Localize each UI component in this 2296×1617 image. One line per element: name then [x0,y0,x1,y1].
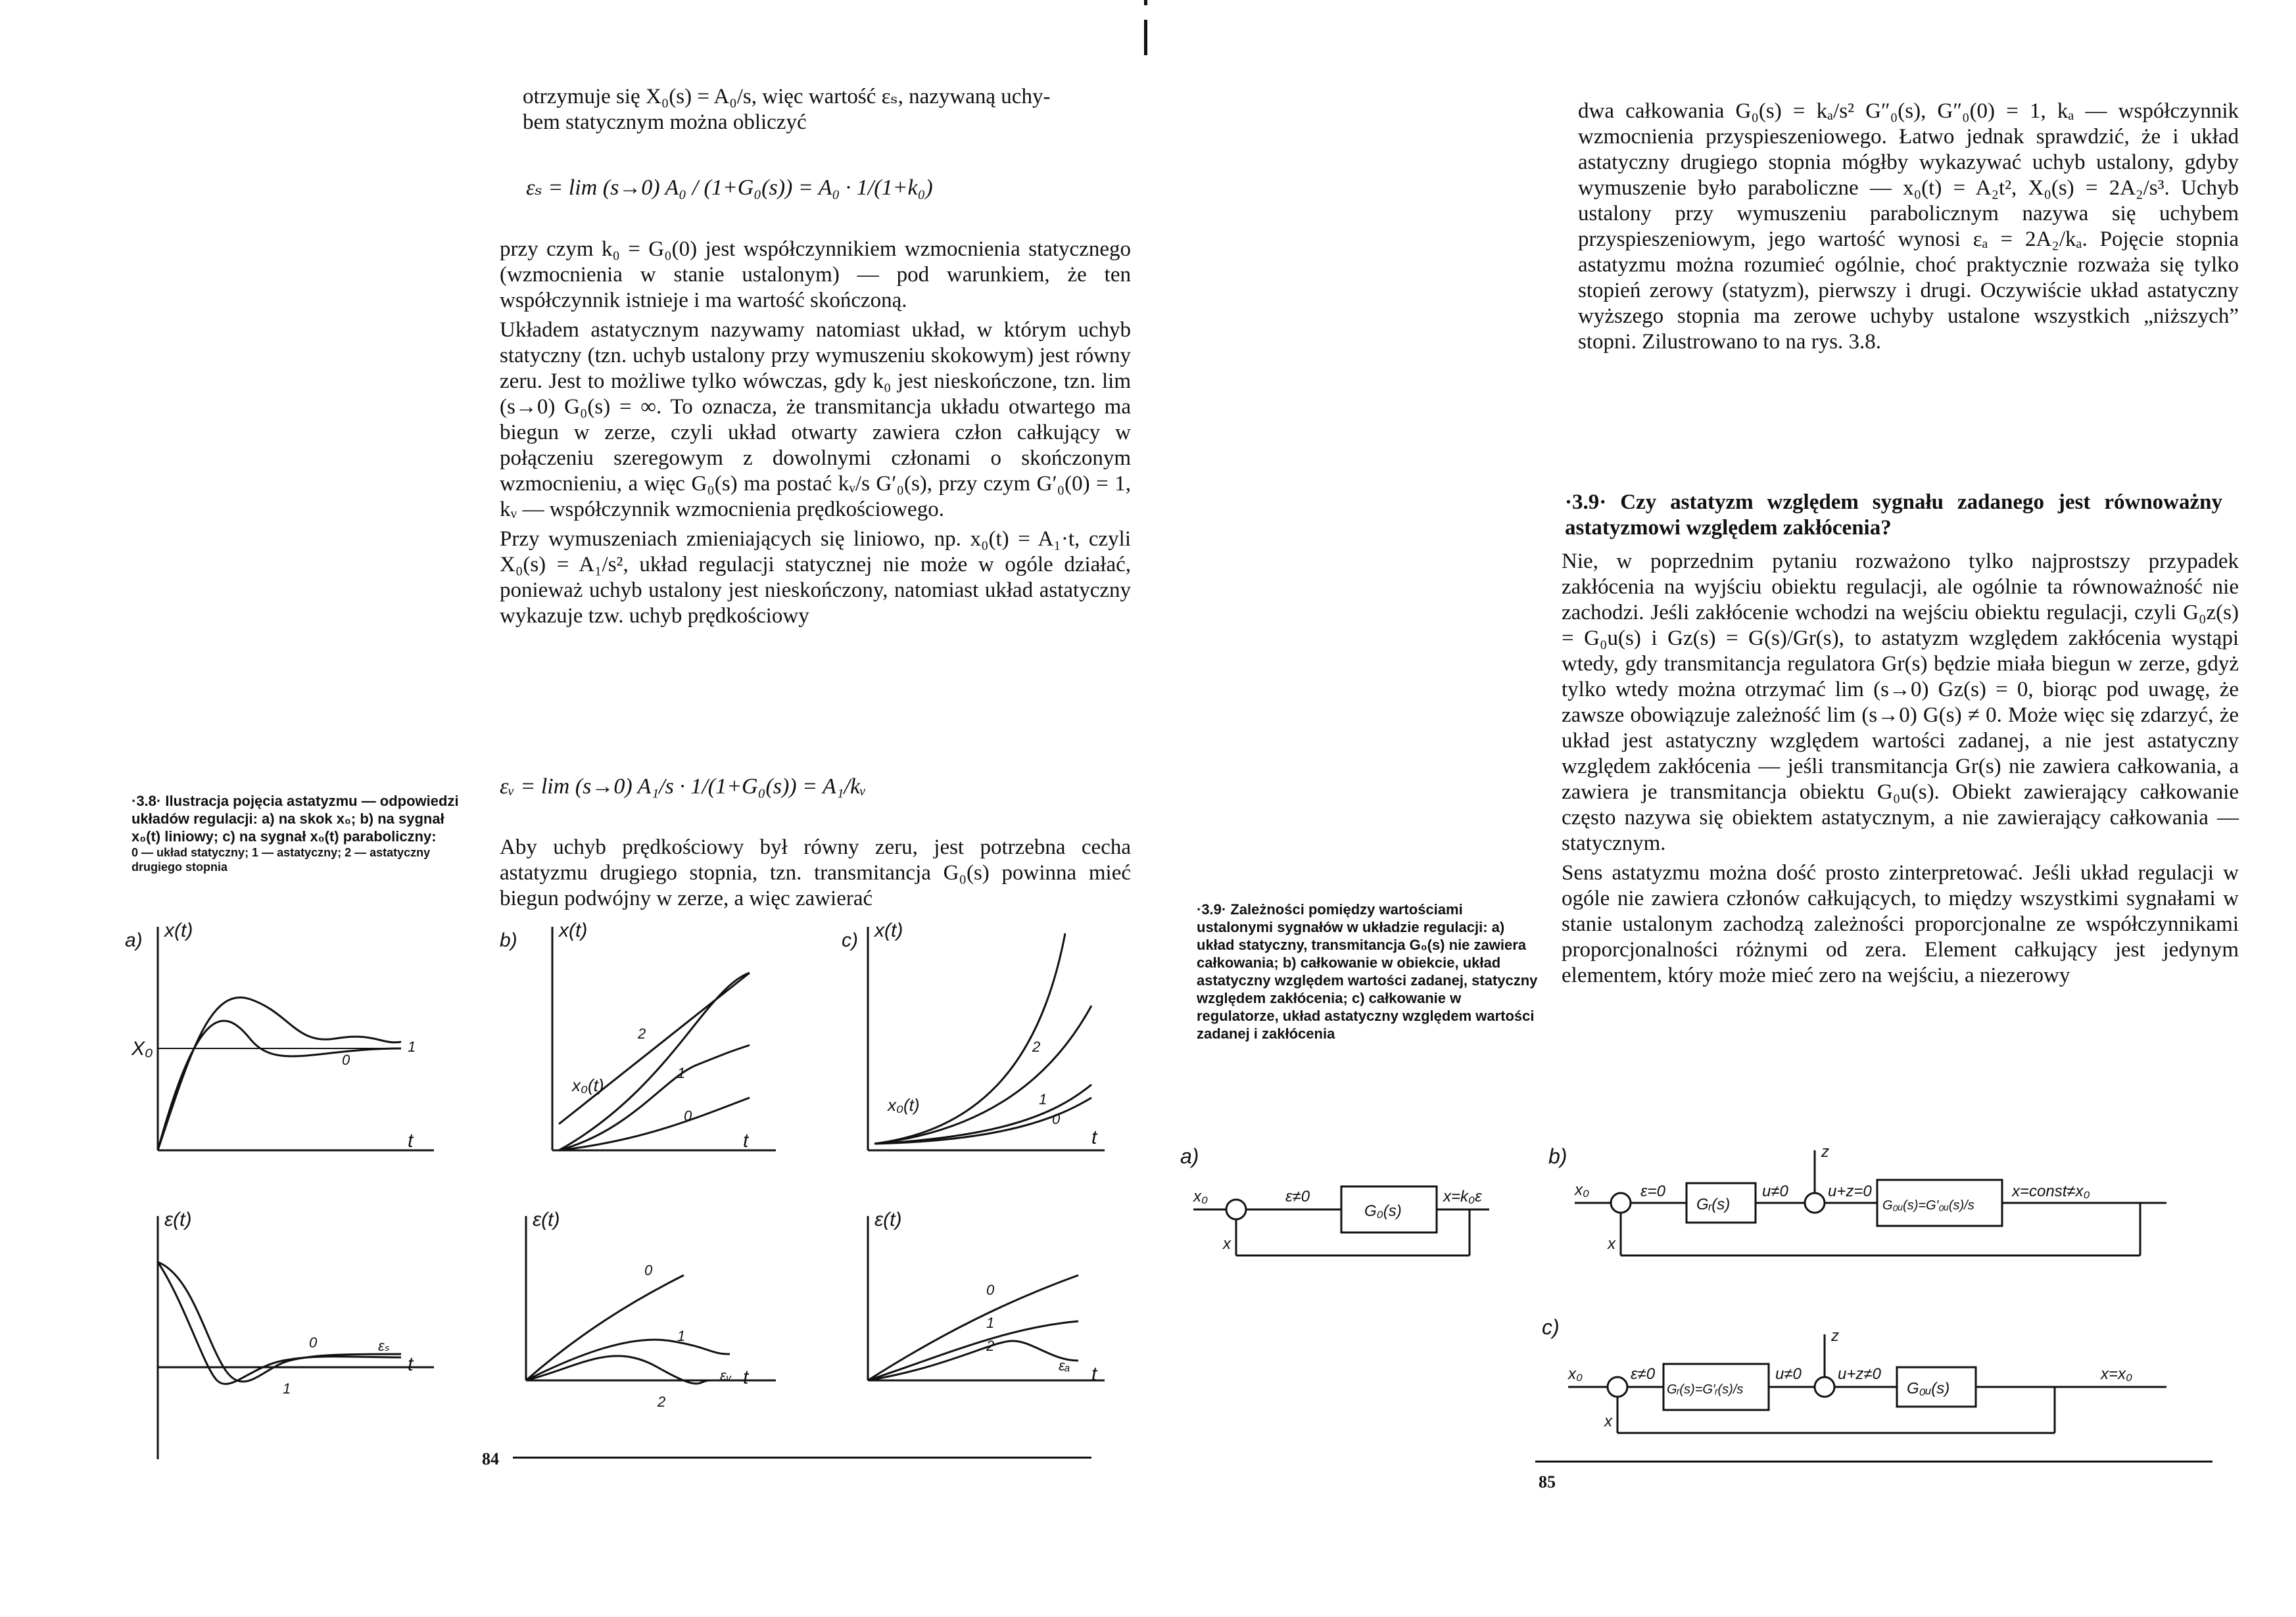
graph-b-t-label: t [743,1130,749,1152]
graph-a-eps-t-label: t [408,1353,414,1375]
diagram-a-label: a) [1180,1144,1199,1168]
graph-a-x0-label: X₀ [132,1038,153,1060]
diagram-b-feedback-x: x [1608,1235,1615,1253]
equation-static-error: εₛ = lim (s→0) A₀ / (1+G₀(s)) = A₀ · 1/(1+k₀) [526,176,933,200]
diagram-c-sum: u+z≠0 [1838,1365,1881,1383]
figure-3-8-caption [132,792,473,874]
right-page-bottom-rule [1535,1461,2212,1463]
graph-a-et-axis-label: ε(t) [164,1209,192,1230]
diagram-b-object: G₀ᵤ(s)=G′₀ᵤ(s)/s [1882,1198,1974,1213]
figure-3-8-legend: 0 — układ statyczny; 1 — astatyczny; 2 — astatyczny drugiego stopnia [132,846,431,874]
graph-b-xt-axis-label: x(t) [559,920,588,941]
diagram-c-error: ε≠0 [1631,1365,1656,1383]
figure-3-8-graphs [118,907,1118,1486]
graph-c-curve-2-label: 2 [1032,1039,1041,1055]
left-para4: Przy wymuszeniach zmieniających się liniowo, np. x₀(t) = A₁·t, czyli X₀(s) = A₁/s², układ regulacji statycznej nie może w ogóle działać, ponieważ uchyb ustalony jest nieskończony, natomiast układ astatyczny wykazuje tzw. uchyb prędkościowy [500,527,1131,628]
graph-a-curve-0-label: 0 [342,1052,350,1068]
graph-c-et-axis-label: ε(t) [874,1209,902,1230]
right-body-text-top [1578,99,2239,359]
graph-b-label: b) [500,929,517,951]
figure-3-9-block-diagrams [1167,1137,2285,1479]
diagram-b-regulator: Gᵣ(s) [1696,1196,1731,1213]
graph-a-eps-1-label: 1 [283,1380,291,1397]
diagram-b-label: b) [1548,1144,1567,1168]
diagram-b-x0: x₀ [1575,1181,1590,1199]
diagram-a-x0: x₀ [1193,1188,1208,1206]
diagram-a-block: G₀(s) [1364,1202,1402,1220]
diagram-b-output: x=const≠x₀ [2012,1183,2090,1200]
graph-b-et-axis-label: ε(t) [533,1209,560,1230]
diagram-c-label: c) [1542,1315,1560,1339]
graph-c-x0t-label: x₀(t) [888,1095,920,1115]
page-84 [0,0,1144,1617]
page-number-85: 85 [1539,1472,1556,1491]
figure-3-8-caption-text: ·3.8· Ilustracja pojęcia astatyzmu — odpowiedzi układów regulacji: a) na skok x₀; b) na sygnał x₀(t) liniowy; c) na sygnał x₀(t) paraboliczny: [132,793,459,845]
diagram-a-output: x=k₀ε [1443,1188,1482,1206]
right-answer-text [1562,549,2239,993]
diagram-c-output: x=x₀ [2101,1365,2133,1383]
diagram-c-z: z [1831,1327,1839,1345]
right-answer1: Nie, w poprzednim pytaniu rozważono tylko najprostszy przypadek zakłócenia na wyjściu obiektu regulacji, ale ogólnie ta równoważność nie zachodzi. Jeśli zakłócenie wchodzi na wejściu obiektu regulacji, czyli G₀z(s) = G₀u(s) i Gz(s) = G(s)/Gr(s), to astatyzm względem zakłócenia wystąpi wtedy, gdy transmitancja regulatora Gr(s) będzie miała biegun w zerze, gdyż tylko wtedy można otrzymać lim (s→0) Gz(s) = 0, biorąc pod uwagę, że zawsze obowiązuje zależność lim (s→0) G(s) ≠ 0. Może więc się zdarzyć, że układ jest astatyczny względem wartości zadanej, a nie jest astatyczny względem zakłócenia — jeśli transmitancja Gr(s) nie zawiera całkowania, a zawiera je transmitancja obiektu G₀u(s). Obiekt zawierający całkowanie często nazywa się obiektem astatycznym, a nie zawierający całkowania — statycznym. [1562,550,2239,855]
graph-b-eps-t-label: t [743,1367,749,1388]
graph-b-curve-2-label: 2 [638,1025,646,1042]
page-number-84: 84 [482,1449,499,1468]
graph-c-curve-0-label: 0 [1052,1111,1061,1127]
diagram-a-error: ε≠0 [1285,1188,1310,1206]
graph-b-curve-1-label: 1 [677,1065,686,1081]
graph-b-eps-2-label: 2 [658,1394,666,1410]
diagram-c-u: u≠0 [1775,1365,1802,1383]
graph-b-curve-0-label: 0 [684,1108,692,1124]
page-85 [1147,0,2296,1617]
graph-a-xt-axis-label: x(t) [164,920,193,941]
left-page-bottom-rule [513,1457,1091,1459]
left-opening-text [523,84,1167,138]
diagram-c-object: G₀ᵤ(s) [1907,1380,1950,1397]
left-para2: przy czym k₀ = G₀(0) jest współczynnikiem wzmocnienia statycznego (wzmocnienia w stanie ustalonym) — pod warunkiem, że ten współczynnik istnieje i ma wartość skończoną. [500,237,1131,312]
graph-c-eps-t-label: t [1091,1363,1097,1385]
left-para1-line2: bem statycznym można obliczyć [523,110,807,134]
diagram-c-x0: x₀ [1568,1365,1583,1383]
diagram-c-regulator: Gᵣ(s)=G′ᵣ(s)/s [1667,1382,1744,1397]
equation-velocity-error: εᵥ = lim (s→0) A₁/s · 1/(1+G₀(s)) = A₁/kᵥ [500,774,867,799]
diagram-b-sum: u+z=0 [1828,1183,1872,1200]
graph-a-curve-1-label: 1 [408,1039,416,1055]
graph-a-es-label: εₛ [378,1338,390,1354]
graph-b-eps-0-label: 0 [644,1262,653,1278]
left-para5: Aby uchyb prędkościowy był równy zeru, jest potrzebna cecha astatyzmu drugiego stopnia, tzn. transmitancja G₀(s) powinna mieć biegun podwójny w zerze, a więc zawierać [500,835,1131,910]
left-para5-block [500,835,1131,916]
diagram-a-feedback-x: x [1223,1235,1231,1253]
graph-c-t-label: t [1091,1127,1097,1148]
question-3-9: ·3.9· Czy astatyzm względem sygnału zadanego jest równoważny astatyzmowi względem zakłócenia? [1565,490,2222,540]
graph-c-curve-1-label: 1 [1039,1091,1047,1108]
graph-c-xt-axis-label: x(t) [874,920,903,941]
graph-a-t-label: t [408,1130,414,1152]
diagram-c-feedback-x: x [1604,1413,1612,1430]
left-body-text [500,237,1131,633]
left-para1-line1: otrzymuje się X₀(s) = A₀/s, więc wartość εₛ, nazywaną uchy- [523,85,1051,108]
figure-3-9-caption: ·3.9· Zależności pomiędzy wartościami ustalonymi sygnałów w układzie regulacji: a) układ statyczny, transmitancja G₀(s) nie zawiera całkowania; b) całkowanie w obiekcie, układ astatyczny względem wartości zadanej, statyczny względem zakłócenia; c) całkowanie w regulatorze, układ astatyczny względem wartości zadanej i zakłócenia [1197,901,1538,1042]
diagram-b-error: ε=0 [1640,1183,1665,1200]
diagram-b-u: u≠0 [1762,1183,1788,1200]
diagram-b-z: z [1821,1143,1829,1161]
graph-b-x0t-label: x₀(t) [572,1075,604,1095]
graph-c-eps-2-label: 2 [986,1338,995,1354]
right-para1: dwa całkowania G₀(s) = kₐ/s² G″₀(s), G″₀(0) = 1, kₐ — współczynnik wzmocnienia przyspieszeniowego. Łatwo jednak sprawdzić, że i układ astatyczny drugiego stopnia mógłby wykazywać uchyb ustalony, gdyby wymuszenie było paraboliczne — x₀(t) = A₂t², X₀(s) = 2A₂/s³. Uchyb ustalony przy wymuszeniu parabolicznym nazywa się uchybem przyspieszeniowym, jego wartość wynosi εₐ = 2A₂/kₐ. Pojęcie stopnia astatyzmu można rozumieć ogólnie, choć praktycznie rozważa się tylko stopień zerowy (statyzm), pierwszy i drugi. Oczywiście układ astatyczny wyższego stopnia ma zerowe uchyby ustalone wszystkich „niższych” stopni. Zilustrowano to na rys. 3.8. [1578,99,2239,354]
graph-c-eps-0-label: 0 [986,1282,995,1298]
graph-c-label: c) [842,929,858,951]
graph-c-ea-label: εₐ [1059,1357,1070,1374]
graph-c-eps-1-label: 1 [986,1315,995,1331]
right-answer2: Sens astatyzmu można dość prosto zinterpretować. Jeśli układ regulacji w ogóle nie zawiera członów całkujących, to między wszystkimi sygnałami w stanie ustalonym zachodzą zależności proporcjonalne ze współczynnikami proporcjonalności różnymi od zera. Element całkujący jest jedynym elementem, który może mieć zero na wejściu, a niezerowy [1562,861,2239,987]
left-para3: Układem astatycznym nazywamy natomiast układ, w którym uchyb statyczny (tzn. uchyb ustalony przy wymuszeniu skokowym) jest równy zeru. Jest to możliwe tylko wówczas, gdy k₀ jest nieskończone, tzn. lim (s→0) G₀(s) = ∞. To oznacza, że transmitancja układu otwartego ma biegun w zerze, czyli układ otwarty zawiera człon całkujący w połączeniu szeregowym z dowolnymi członami o skończonym wzmocnieniu, a więc G₀(s) ma postać kᵥ/s G′₀(s), przy czym G′₀(0) = 1, kᵥ — współczynnik wzmocnienia prędkościowego. [500,318,1131,521]
graph-b-eps-1-label: 1 [677,1328,686,1344]
graph-a-eps-0-label: 0 [309,1334,318,1351]
graph-b-ev-label: εᵥ [720,1367,732,1384]
graph-a-label: a) [125,929,143,951]
